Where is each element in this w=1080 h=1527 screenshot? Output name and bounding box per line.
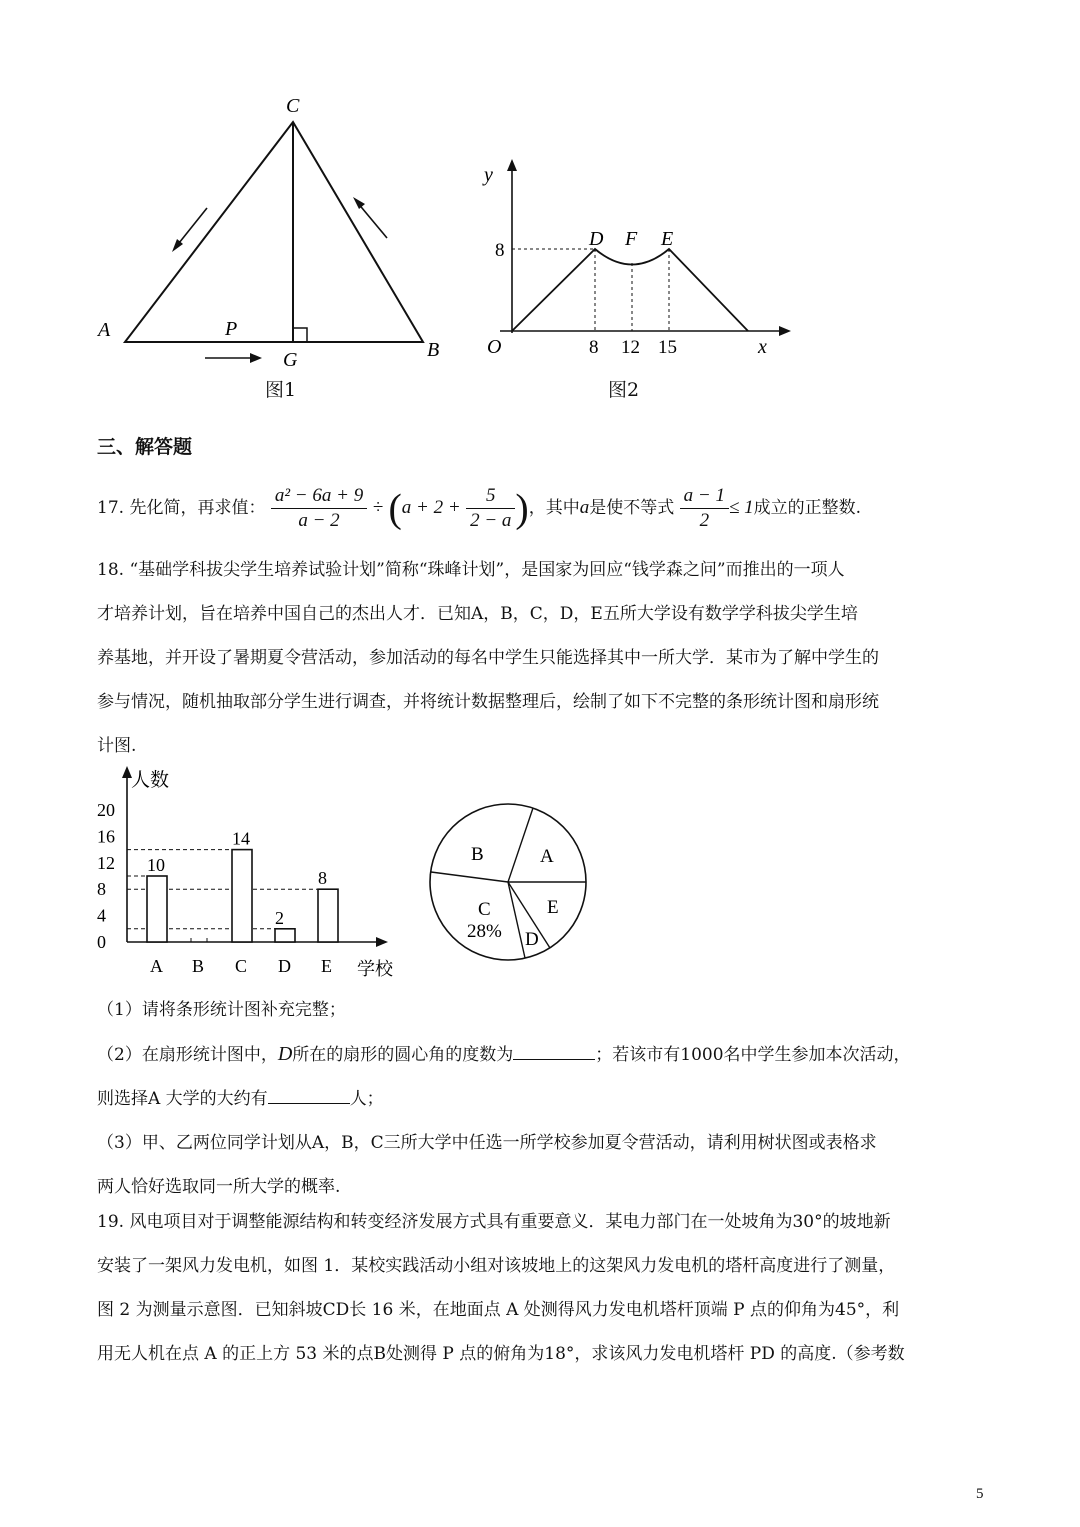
- q18-sub-3-line-1: （3）甲、乙两位同学计划从A，B，C三所大学中任选一所学校参加夏令营活动，请利用树状图或表格求: [97, 1133, 877, 1153]
- q17-frac2-denominator: 2 − a: [470, 510, 512, 531]
- label-e: E: [661, 228, 674, 250]
- section-heading: 三、解答题: [97, 436, 193, 458]
- q18-sub-2-line-2: [97, 1077, 983, 1121]
- bar-categories: [150, 956, 332, 976]
- q18-sub2-text-d: 则选择A 大学的大约有: [97, 1089, 268, 1109]
- bar-ytick-12: 12: [97, 852, 115, 873]
- answer-blank-angle[interactable]: [513, 1041, 595, 1060]
- bar-category-C: C: [235, 956, 248, 976]
- q18-sub-1: （1）请将条形统计图补充完整；: [97, 1000, 346, 1020]
- label-o: O: [487, 336, 502, 358]
- q18-sub-3-line-2: 两人恰好选取同一所大学的概率.: [97, 1177, 341, 1197]
- q18-sub2-d: D: [277, 1043, 293, 1065]
- pie-divider-ab: [508, 808, 533, 882]
- q17-fraction-2: [466, 484, 515, 533]
- q18-line-3: 养基地，并开设了暑期夏令营活动，参加活动的每名中学生只能选择其中一所大学．某市为了解中学生的: [97, 648, 879, 668]
- q18-sub2-text-a: （2）在扇形统计图中，: [97, 1045, 278, 1065]
- bar-ytick-4: 4: [97, 905, 106, 926]
- question-18-subquestions: [97, 988, 983, 1209]
- q18-sub2-text-b: 所在的扇形的圆心角的度数为: [292, 1045, 514, 1065]
- figure-1-triangle: [90, 90, 460, 410]
- pie-divider-cb: [431, 872, 508, 882]
- label-g: G: [283, 349, 298, 371]
- bar-ylabel: 人数: [131, 769, 170, 791]
- q17-fraction-3: [680, 484, 729, 533]
- q17-fraction-1: [271, 484, 367, 533]
- q18-sub-2-line-1: [97, 1032, 983, 1077]
- bar-ytick-8: 8: [97, 879, 106, 900]
- figure-2-graph: [475, 155, 805, 365]
- q18-line-5: 计图.: [97, 736, 137, 756]
- left-paren: (: [388, 485, 402, 531]
- bar-category-E: E: [321, 956, 332, 976]
- bar-D: [275, 929, 295, 942]
- pie-label-b: B: [471, 844, 484, 865]
- bar-A: [147, 876, 167, 942]
- q18-line-1: 18. “基础学科拔尖学生培养试验计划”简称“珠峰计划”，是国家为回应“钱学森之问”而推出的一项人: [97, 560, 845, 580]
- bar-yticks: [97, 800, 115, 952]
- answer-blank-count[interactable]: [268, 1085, 350, 1104]
- y-axis-arrow-icon: [507, 159, 517, 171]
- label-d: D: [589, 228, 604, 250]
- question-18: [97, 548, 983, 768]
- q18-line-2: 才培养计划，旨在培养中国自己的杰出人才．已知A，B，C，D，E五所大学设有数学学科拔尖学生培: [97, 604, 858, 624]
- xtick-8: 8: [589, 337, 599, 358]
- bar-chart: [95, 762, 415, 984]
- pie-label-c: C: [478, 899, 491, 920]
- q18-sub2-text-c: ；若该市有1000名中学生参加本次活动，: [595, 1045, 911, 1065]
- bar-category-B: B: [192, 956, 205, 976]
- arrow-base-icon: [205, 353, 262, 363]
- question-17: [97, 480, 983, 537]
- bar-label-A: 10: [147, 855, 165, 875]
- q17-text-before: 先化简，再求值：: [129, 498, 266, 518]
- question-19: [97, 1200, 983, 1376]
- pie-label-c-percent: 28%: [467, 921, 502, 942]
- label-b: B: [427, 339, 440, 361]
- q18-line-4: 参与情况，随机抽取部分学生进行调查，并将统计数据整理后，绘制了如下不完整的条形统计图和扇形统: [97, 692, 879, 712]
- bar-x-axis-arrow-icon: [376, 937, 388, 947]
- label-f: F: [625, 228, 638, 250]
- bar-xlabel: 学校: [357, 959, 393, 980]
- q17-number: 17.: [97, 498, 125, 518]
- bar-label-D: 2: [275, 907, 284, 928]
- label-y: y: [484, 164, 493, 186]
- figure-1-caption: 图1: [265, 379, 297, 401]
- q17-inequality: ≤ 1: [728, 497, 754, 518]
- pie-label-a: A: [540, 846, 554, 867]
- q17-text-after: 成立的正整数.: [753, 498, 862, 518]
- q17-frac1-numerator: a² − 6a + 9: [271, 484, 367, 509]
- bar-label-C: 14: [232, 828, 250, 849]
- page-number: 5: [976, 1486, 984, 1502]
- q17-frac1-denominator: a − 2: [298, 510, 340, 531]
- xtick-12: 12: [621, 337, 640, 358]
- bar-label-E: 8: [318, 868, 327, 889]
- right-angle-mark: [293, 328, 307, 342]
- bar-category-A: A: [150, 956, 163, 976]
- triangle-abc: [125, 122, 423, 342]
- pie-divider-dc: [508, 882, 525, 958]
- q19-line-2: 安装了一架风力发电机，如图 1．某校实践活动小组对该坡地上的这架风力发电机的塔杆高度进行了测量，: [97, 1256, 896, 1276]
- label-c: C: [286, 95, 300, 117]
- bar-ytick-20: 20: [97, 800, 115, 820]
- function-curve: [512, 249, 748, 331]
- bar-C: [232, 850, 252, 942]
- pie-label-e: E: [547, 897, 559, 918]
- label-x: x: [758, 336, 767, 358]
- bar-rects: [147, 850, 338, 942]
- pie-label-d: D: [525, 929, 539, 950]
- q18-sub2-text-e: 人；: [349, 1089, 384, 1109]
- xtick-15: 15: [658, 337, 677, 358]
- pie-chart: [425, 800, 595, 970]
- q17-divide: ÷: [372, 497, 384, 518]
- label-a: A: [98, 319, 111, 341]
- q17-middle-1: ，其中: [528, 498, 580, 518]
- label-p: P: [225, 318, 238, 340]
- q17-frac3-denominator: 2: [699, 510, 710, 531]
- ytick-8: 8: [495, 240, 505, 261]
- bar-E: [318, 889, 338, 942]
- q17-var-a: a: [579, 497, 590, 518]
- q19-line-3: 图 2 为测量示意图．已知斜坡CD长 16 米，在地面点 A 处测得风力发电机塔杆顶端 P 点的仰角为45°，利: [97, 1300, 900, 1320]
- bar-ytick-0: 0: [97, 932, 106, 952]
- q17-inner: a + 2 +: [401, 497, 461, 518]
- right-paren: ): [515, 485, 529, 531]
- q17-frac2-numerator: 5: [466, 484, 515, 509]
- bar-category-D: D: [278, 956, 291, 976]
- arrow-left-side-icon: [172, 208, 207, 252]
- bar-ytick-16: 16: [97, 826, 115, 847]
- q19-line-1: 19. 风电项目对于调整能源结构和转变经济发展方式具有重要意义．某电力部门在一处坡角为30°的坡地新: [97, 1212, 891, 1232]
- q17-middle-2: 是使不等式: [589, 498, 675, 518]
- x-axis-arrow-icon: [779, 326, 791, 336]
- q17-frac3-numerator: a − 1: [680, 484, 729, 509]
- q19-line-4: 用无人机在点 A 的正上方 53 米的点B处测得 P 点的俯角为18°，求该风力发电机塔杆 PD 的高度.（参考数: [97, 1344, 905, 1364]
- figure-2-caption: 图2: [608, 379, 640, 401]
